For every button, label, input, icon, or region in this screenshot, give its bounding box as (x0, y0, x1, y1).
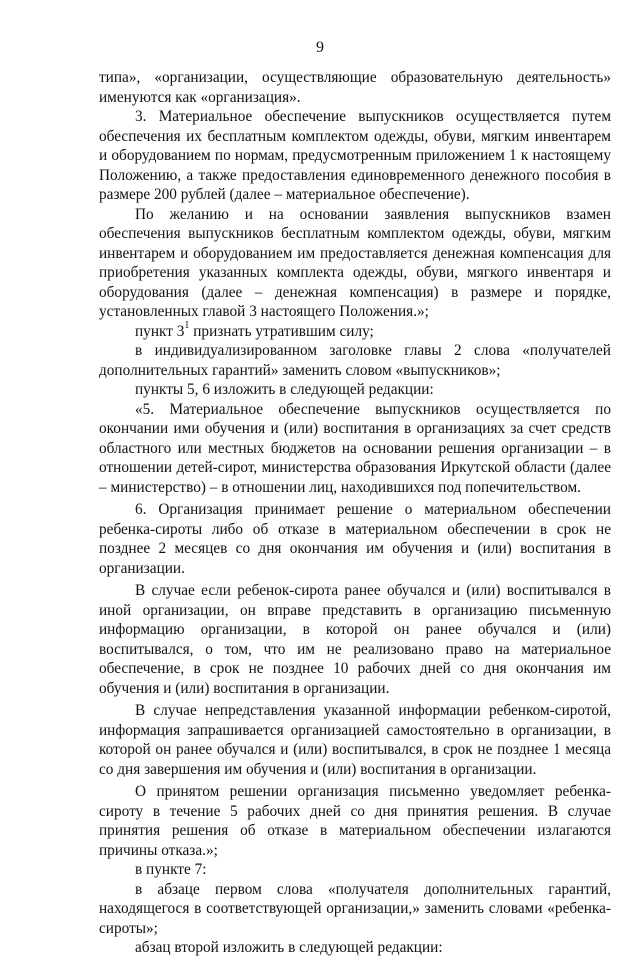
paragraph-item-7-second-sentence: абзац второй изложить в следующей редакции: (135, 939, 443, 956)
paragraph-item-7-intro: в пункте 7: (135, 861, 207, 878)
paragraph-compensation: По желанию и на основании заявления выпускников взамен обеспечения выпускников бесплатным комплектом одежды, обуви, мягким инвентарем и оборудованием им предоставляется денежная компенсация для приобретения указанных комплекта одежды, обуви, мягкого инвентаря и оборудования (далее – денежная компенсация) в размере и порядке, установленных главой 3 настоящего Положения.»; (99, 205, 611, 320)
paragraph-clause-3-1 (99, 322, 611, 342)
clause-3-1-after: признать утратившим силу; (189, 322, 374, 340)
paragraph-item-7-first-sentence: в абзаце первом слова «получателя дополнительных гарантий, находящегося в соответствующей организации,» заменить словами «ребенка-сироты»; (99, 880, 611, 937)
page-number: 9 (316, 39, 324, 56)
paragraph-continuation: типа», «организации, осуществляющие образовательную деятельность» именуются как «организация». (99, 69, 611, 106)
paragraph-items-5-6-intro: пункты 5, 6 изложить в следующей редакции: (135, 381, 434, 398)
paragraph-chapter-2-heading: в индивидуализированном заголовке главы 2 слова «получателей дополнительных гарантий» заменить словом «выпускников»; (99, 342, 611, 379)
paragraph-item-3: 3. Материальное обеспечение выпускников осуществляется путем обеспечения их бесплатным комплектом одежды, обуви, мягким инвентарем и оборудованием по нормам, предусмотренным приложением 1 к настоящему Положению, а также предоставления единовременного денежного пособия в размере 200 рублей (далее – материальное обеспечение). (99, 108, 611, 203)
paragraph-other-organization: В случае если ребенок-сирота ранее обучался и (или) воспитывался в иной организации, он вправе представить в организацию письменную информацию организации, в которой он ранее обучался и (или) воспитывался, о том, что им не реализовано право на материальное обеспечение, в срок не позднее 10 рабочих дней со дня окончания им обучения и (или) воспитания в организации. (99, 582, 611, 697)
clause-3-1-before: пункт 3 (135, 322, 185, 340)
paragraph-non-submission: В случае непредставления указанной информации ребенком-сиротой, информация запрашивается организацией самостоятельно в организации, в которой он ранее обучался и (или) воспитывался, в срок не позднее 1 месяца со дня завершения им обучения и (или) воспитания в организации. (99, 702, 611, 778)
clause-3-1-superscript: 1 (184, 320, 190, 332)
document-body (99, 68, 611, 958)
paragraph-item-5: «5. Материальное обеспечение выпускников осуществляется по окончании ими обучения и (или) воспитания в организациях за счет средств областного или местных бюджетов на основании решения организации – в отношении детей-сирот, министерства образования Иркутской области (далее – министерство) – в отношении лиц, находившихся под попечительством. (99, 400, 611, 496)
paragraph-notification: О принятом решении организация письменно уведомляет ребенка-сироту в течение 5 рабочих дней со дня принятия решения. В случае принятия решения об отказе в материальном обеспечении излагаются причины отказа.»; (99, 783, 611, 859)
paragraph-item-6: 6. Организация принимает решение о материальном обеспечении ребенка-сироты либо об отказе в материальном обеспечении в срок не позднее 2 месяцев со дня окончания им обучения и (или) воспитания в организации. (99, 501, 611, 577)
